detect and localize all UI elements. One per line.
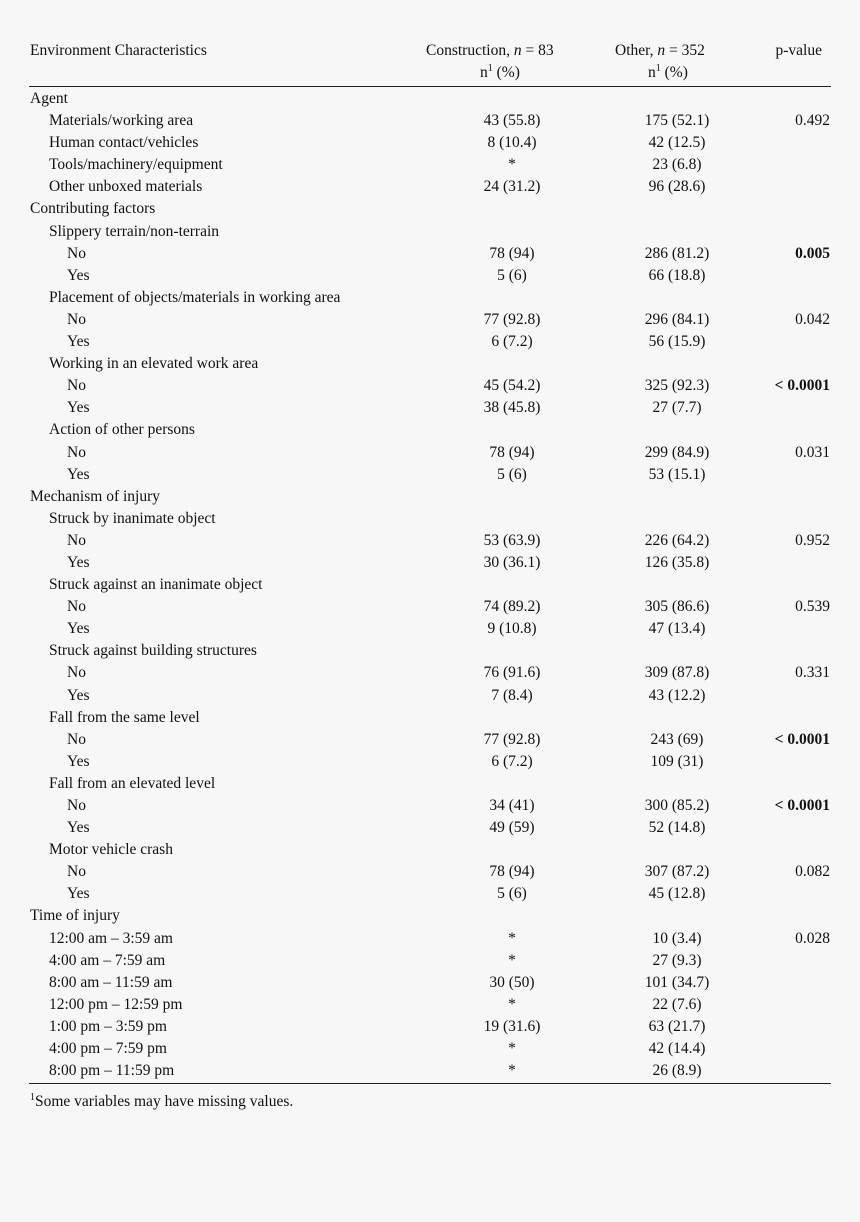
row-label: Agent — [30, 90, 68, 107]
table-row — [0, 685, 860, 707]
table-row — [0, 795, 860, 817]
table-row — [0, 618, 860, 640]
table-row — [0, 861, 860, 883]
table-row — [0, 243, 860, 265]
construction-value: 78 (94) — [489, 443, 535, 461]
table-row — [0, 287, 860, 309]
other-value: 305 (86.6) — [644, 598, 710, 616]
p-value: 0.028 — [795, 929, 830, 947]
row-label: Slippery terrain/non-terrain — [49, 222, 220, 240]
table-row — [0, 464, 860, 486]
row-label: No — [67, 443, 86, 461]
construction-value: 34 (41) — [489, 797, 535, 814]
construction-value: * — [508, 929, 516, 947]
row-label: 12:00 am – 3:59 am — [49, 929, 173, 947]
construction-value: 38 (45.8) — [483, 399, 541, 417]
table-row — [0, 662, 860, 684]
table-row — [0, 950, 860, 972]
construction-value: 78 (94) — [489, 244, 535, 262]
row-label: Motor vehicle crash — [49, 841, 173, 859]
table-row — [0, 221, 860, 243]
other-value: 45 (12.8) — [648, 885, 706, 903]
construction-value: 74 (89.2) — [483, 598, 541, 616]
other-value: 109 (31) — [650, 752, 704, 770]
other-value: 27 (9.3) — [652, 951, 702, 969]
construction-value: 5 (6) — [497, 465, 527, 483]
row-label: 8:00 am – 11:59 am — [49, 973, 173, 991]
construction-value: 77 (92.8) — [483, 310, 541, 328]
row-label: Fall from the same level — [49, 708, 200, 726]
construction-value: 5 (6) — [497, 885, 527, 903]
table-row — [0, 309, 860, 331]
other-value: 325 (92.3) — [644, 377, 710, 395]
other-value: 23 (6.8) — [652, 156, 702, 174]
table-top-rule — [29, 86, 831, 87]
header-other-sub: $n^1$ (%) — [648, 62, 688, 81]
row-label: Yes — [67, 752, 90, 770]
other-value: 101 (34.7) — [644, 973, 710, 991]
p-value: 0.539 — [795, 598, 830, 616]
row-label: Struck against an inanimate object — [49, 576, 263, 594]
other-value: 299 (84.9) — [644, 443, 710, 461]
other-value: 47 (13.4) — [648, 620, 706, 638]
table-header — [0, 38, 860, 88]
row-label: Yes — [67, 553, 90, 571]
construction-value: * — [508, 156, 516, 174]
construction-value: 19 (31.6) — [483, 1017, 541, 1035]
other-value: 10 (3.4) — [652, 929, 702, 947]
table-body — [0, 88, 860, 1082]
row-label: No — [67, 377, 86, 395]
construction-value: 77 (92.8) — [483, 730, 541, 748]
table-row — [0, 353, 860, 375]
construction-value: 78 (94) — [489, 863, 535, 881]
row-label: Struck by inanimate object — [49, 509, 216, 527]
row-label: 4:00 pm – 7:59 pm — [49, 1040, 167, 1058]
construction-value: 45 (54.2) — [483, 377, 541, 395]
table-row — [0, 596, 860, 618]
row-label: Mechanism of injury — [30, 487, 161, 505]
construction-value: 30 (50) — [489, 973, 535, 991]
table-row — [0, 552, 860, 574]
p-value: 0.492 — [795, 112, 830, 130]
row-label: Contributing factors — [30, 200, 156, 218]
p-value: < 0.0001 — [774, 797, 830, 814]
row-label: No — [67, 244, 86, 262]
table-row — [0, 442, 860, 464]
other-value: 66 (18.8) — [648, 266, 706, 284]
table-row — [0, 707, 860, 729]
row-label: Yes — [67, 686, 90, 704]
construction-value: 6 (7.2) — [491, 752, 533, 770]
row-label: No — [67, 531, 86, 549]
row-label: No — [67, 598, 86, 616]
table-row — [0, 154, 860, 176]
row-label: Yes — [67, 465, 90, 483]
other-value: 126 (35.8) — [644, 553, 710, 571]
table-row — [0, 397, 860, 419]
other-value: 53 (15.1) — [648, 465, 706, 483]
other-value: 175 (52.1) — [644, 112, 710, 130]
other-value: 309 (87.8) — [644, 664, 710, 682]
other-value: 226 (64.2) — [644, 531, 710, 549]
construction-value: 8 (10.4) — [487, 134, 537, 152]
other-value: 27 (7.7) — [652, 399, 702, 417]
construction-value: 49 (59) — [489, 819, 535, 837]
construction-value: * — [508, 1062, 516, 1080]
other-value: 243 (69) — [650, 730, 704, 748]
p-value: 0.331 — [795, 664, 830, 682]
other-value: 43 (12.2) — [648, 686, 706, 704]
p-value: 0.952 — [795, 531, 830, 549]
header-construction-sub: $n^1$ (%) — [480, 62, 520, 81]
table-row — [0, 729, 860, 751]
other-value: 52 (14.8) — [648, 819, 706, 837]
row-label: No — [67, 863, 86, 881]
table-row — [0, 132, 860, 154]
construction-value: 24 (31.2) — [483, 178, 541, 196]
row-label: No — [67, 310, 86, 328]
table-row — [0, 419, 860, 441]
table-row — [0, 928, 860, 950]
row-label: Human contact/vehicles — [49, 134, 199, 152]
p-value: < 0.0001 — [774, 377, 830, 395]
row-label: Tools/machinery/equipment — [49, 156, 223, 174]
row-label: Fall from an elevated level — [49, 774, 216, 792]
other-value: 42 (12.5) — [648, 134, 706, 152]
other-value: 26 (8.9) — [652, 1062, 702, 1080]
table-row — [0, 508, 860, 530]
row-label: Time of injury — [30, 907, 120, 925]
table-row — [0, 110, 860, 132]
construction-value: * — [508, 995, 516, 1013]
table-row — [0, 331, 860, 353]
row-label: 1:00 pm – 3:59 pm — [49, 1017, 167, 1035]
p-value: < 0.0001 — [774, 730, 830, 748]
row-label: Yes — [67, 399, 90, 417]
table-row — [0, 839, 860, 861]
table-row — [0, 176, 860, 198]
other-value: 42 (14.4) — [648, 1040, 706, 1058]
p-value: 0.031 — [795, 443, 830, 461]
row-label: 8:00 pm – 11:59 pm — [49, 1062, 175, 1080]
row-label: Yes — [67, 819, 90, 837]
table-bottom-rule — [29, 1083, 831, 1084]
row-label: 4:00 am – 7:59 am — [49, 951, 166, 969]
row-label: Materials/working area — [49, 112, 194, 130]
other-value: 286 (81.2) — [644, 244, 710, 262]
row-label: Other unboxed materials — [49, 178, 203, 196]
construction-value: 30 (36.1) — [483, 553, 541, 571]
construction-value: 43 (55.8) — [483, 112, 541, 130]
row-label: Struck against building structures — [49, 642, 257, 660]
table-row — [0, 751, 860, 773]
table-footnote: $^1$Some variables may have missing values. — [30, 1091, 294, 1110]
other-value: 296 (84.1) — [644, 310, 710, 328]
section-row — [0, 486, 860, 508]
other-value: 300 (85.2) — [644, 797, 710, 814]
row-label: Working in an elevated work area — [49, 355, 259, 373]
table-row — [0, 994, 860, 1016]
construction-value: 76 (91.6) — [483, 664, 541, 682]
header-characteristics: Environment Characteristics — [30, 42, 207, 59]
p-value: 0.042 — [795, 310, 830, 328]
section-row — [0, 88, 860, 110]
table-row — [0, 1060, 860, 1082]
table-row — [0, 817, 860, 839]
row-label: No — [67, 797, 86, 814]
construction-value: * — [508, 1040, 516, 1058]
row-label: No — [67, 664, 86, 682]
section-row — [0, 198, 860, 220]
table-row — [0, 574, 860, 596]
row-label: Yes — [67, 266, 90, 284]
other-value: 63 (21.7) — [648, 1017, 706, 1035]
other-value: 307 (87.2) — [644, 863, 710, 881]
table-row — [0, 1016, 860, 1038]
header-other: Other, n = 352 — [615, 42, 705, 59]
construction-value: 9 (10.8) — [487, 620, 537, 638]
row-label: Action of other persons — [49, 421, 195, 439]
header-construction: Construction, n = 83 — [426, 42, 554, 59]
row-label: No — [67, 730, 86, 748]
table-row — [0, 1038, 860, 1060]
other-value: 56 (15.9) — [648, 333, 706, 351]
table-row — [0, 773, 860, 795]
construction-value: * — [508, 951, 516, 969]
row-label: Placement of objects/materials in working area — [49, 288, 341, 306]
row-label: Yes — [67, 333, 90, 351]
p-value: 0.082 — [795, 863, 830, 881]
other-value: 22 (7.6) — [652, 995, 702, 1013]
other-value: 96 (28.6) — [648, 178, 706, 196]
construction-value: 53 (63.9) — [483, 531, 541, 549]
p-value: 0.005 — [795, 244, 830, 262]
table-row — [0, 530, 860, 552]
table-row — [0, 972, 860, 994]
construction-value: 5 (6) — [497, 266, 527, 284]
row-label: Yes — [67, 620, 90, 638]
construction-value: 6 (7.2) — [491, 333, 533, 351]
row-label: 12:00 pm – 12:59 pm — [49, 995, 183, 1013]
header-p-value: p-value — [775, 42, 822, 59]
table-row — [0, 640, 860, 662]
table-row — [0, 265, 860, 287]
row-label: Yes — [67, 885, 90, 903]
section-row — [0, 905, 860, 927]
table-row — [0, 883, 860, 905]
table-row — [0, 375, 860, 397]
construction-value: 7 (8.4) — [491, 686, 533, 704]
